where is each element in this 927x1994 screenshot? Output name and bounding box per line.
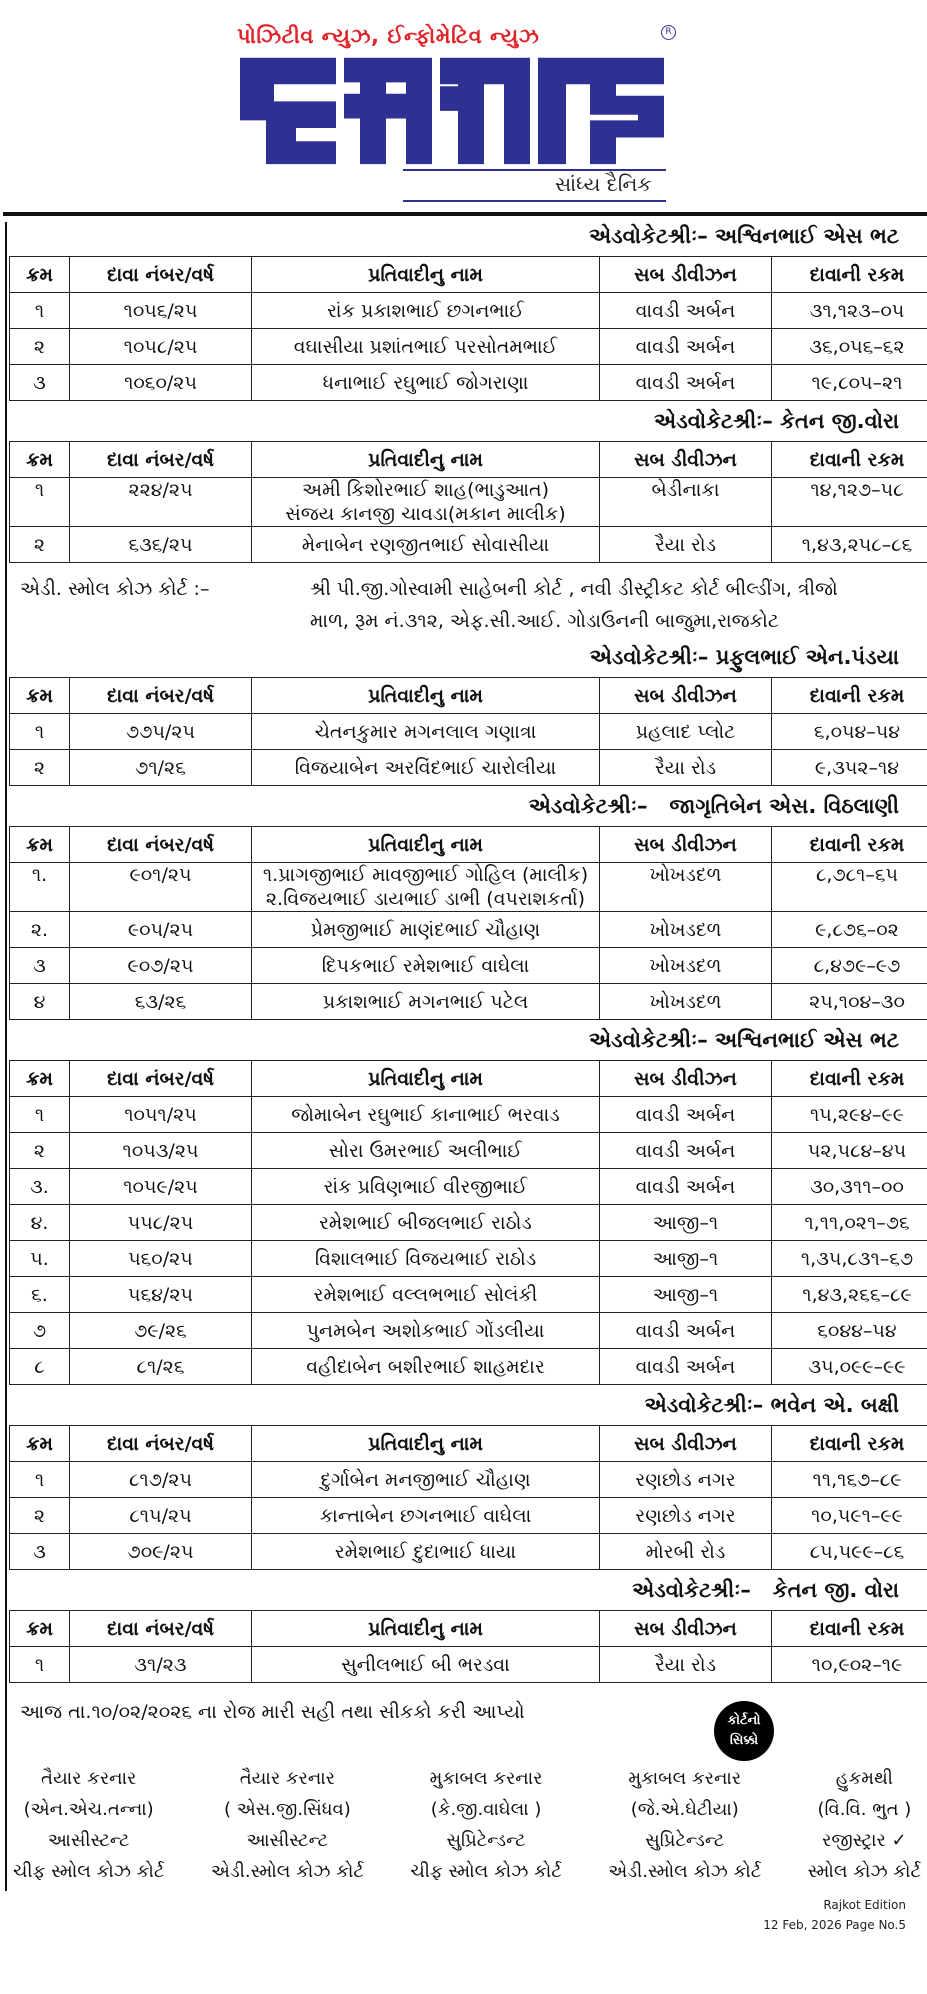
cell-division: આજી–૧	[600, 1241, 772, 1277]
cell-no: ૮	[10, 1349, 70, 1385]
cell-amount: ૩૧,૧૨૩–૦૫	[772, 293, 927, 329]
signatory-role: તૈયાર કરનાર	[41, 1768, 137, 1789]
cell-name: વહીદાબેન બશીરભાઈ શાહમદાર	[252, 1349, 600, 1385]
signatory-title: સુપ્રિટેન્ડન્ટ	[446, 1830, 526, 1851]
table-row	[10, 1241, 927, 1277]
advocate-heading: એડવોકેટશ્રીઃ– અશ્વિનભાઈ એસ ભટ	[588, 224, 899, 248]
cell-case: ૧૦૫૩/૨૫	[70, 1133, 252, 1169]
column-header: પ્રતિવાદીનુ નામ	[252, 1426, 600, 1462]
masthead	[0, 0, 927, 212]
cell-case: ૧૦૫૯/૨૫	[70, 1169, 252, 1205]
column-header: દાવા નંબર/વર્ષ	[70, 1611, 252, 1647]
cell-no: ૩	[10, 365, 70, 401]
table-row	[10, 912, 927, 948]
table-row	[10, 1534, 927, 1570]
column-header: દાવાની રકમ	[772, 442, 927, 478]
registered-mark-icon: R	[661, 25, 676, 40]
edition-info	[0, 1895, 927, 1935]
cell-division: રણછોડ નગર	[600, 1498, 772, 1534]
column-header: દાવાની રકમ	[772, 827, 927, 863]
cell-name: સુનીલભાઈ બી ભરડવા	[252, 1647, 600, 1683]
claims-table	[9, 256, 927, 401]
cell-division: બેડીનાકા	[600, 478, 772, 527]
claims-table	[9, 826, 927, 1020]
cell-name: જોમાબેન રઘુભાઈ કાનાભાઈ ભરવાડ	[252, 1097, 600, 1133]
cell-name: સોરા ઉમરભાઈ અલીભાઈ	[252, 1133, 600, 1169]
claims-table	[9, 441, 927, 563]
table-row	[10, 329, 927, 365]
cell-no: ૨	[10, 527, 70, 563]
signatory-name: (એન.એચ.તન્ના)	[23, 1799, 154, 1820]
cell-no: ૨	[10, 329, 70, 365]
signatories	[7, 1763, 927, 1887]
court-label: એડી. સ્મોલ કોઝ કોર્ટ :–	[20, 578, 210, 600]
cell-name: વિજયાબેન અરવિંદભાઈ ચારોલીયા	[252, 750, 600, 786]
cell-amount: ૩૦,૩૧૧–૦૦	[772, 1169, 927, 1205]
cell-name: રાંક પ્રવિણભાઈ વીરજીભાઈ	[252, 1169, 600, 1205]
cell-division: ખોખડદળ	[600, 984, 772, 1020]
advocate-heading: એડવોકેટશ્રીઃ– કેતન જી. વોરા	[632, 1578, 899, 1602]
table-header-row	[10, 827, 927, 863]
cell-division: ખોખડદળ	[600, 948, 772, 984]
table-row	[10, 527, 927, 563]
cell-case: ૭૧/૨૬	[70, 750, 252, 786]
cell-name: રમેશભાઈ બીજલભાઈ રાઠોડ	[252, 1205, 600, 1241]
cell-division: આજી–૧	[600, 1277, 772, 1313]
signatory-name: (કે.જી.વાઘેલા )	[430, 1799, 542, 1820]
cell-name: રાંક પ્રકાશભાઈ છગનભાઈ	[252, 293, 600, 329]
cell-division: મોરબી રોડ	[600, 1534, 772, 1570]
signatory-name: (જે.એ.ઘેટીયા)	[630, 1799, 739, 1820]
cell-division: વાવડી અર્બન	[600, 1133, 772, 1169]
advocate-heading: એડવોકેટશ્રીઃ– કેતન જી.વોરા	[654, 409, 899, 433]
cell-case: ૫૬૪/૨૫	[70, 1277, 252, 1313]
cell-amount: ૧૧,૧૬૭–૮૯	[772, 1462, 927, 1498]
cell-division: આજી–૧	[600, 1205, 772, 1241]
cell-amount: ૯,૮૭૬–૦૨	[772, 912, 927, 948]
signatory-title: રજીસ્ટ્રાર ✓	[822, 1830, 907, 1851]
defendant-name-line1: ૧.પ્રાગજીભાઈ માવજીભાઈ ગોહિલ (માલીક)	[262, 864, 589, 886]
column-header: સબ ડીવીઝન	[600, 1426, 772, 1462]
cell-case: ૮૧૭/૨૫	[70, 1462, 252, 1498]
cell-division: ખોખડદળ	[600, 912, 772, 948]
logo-rule-top	[403, 169, 666, 171]
column-header: સબ ડીવીઝન	[600, 678, 772, 714]
column-header: સબ ડીવીઝન	[600, 1611, 772, 1647]
cell-amount: ૧૦,૫૯૧–૯૯	[772, 1498, 927, 1534]
page-top-rule	[3, 212, 927, 216]
cell-name	[252, 478, 600, 527]
cell-name: દિપકભાઈ રમેશભાઈ વાઘેલા	[252, 948, 600, 984]
cell-name: ચેતનકુમાર મગનલાલ ગણાત્રા	[252, 714, 600, 750]
cell-case: ૭૯/૨૬	[70, 1313, 252, 1349]
defendant-name-line2: સંજય કાનજી ચાવડા(મકાન માલીક)	[285, 503, 566, 525]
cell-case: ૮૧/૨૬	[70, 1349, 252, 1385]
cell-division: વાવડી અર્બન	[600, 1169, 772, 1205]
cell-name: પ્રકાશભાઈ મગનભાઈ પટેલ	[252, 984, 600, 1020]
cell-case: ૩૧/૨૩	[70, 1647, 252, 1683]
cell-no: ૨	[10, 750, 70, 786]
advocate-heading: એડવોકેટશ્રીઃ– ભવેન એ. બક્ષી	[644, 1393, 899, 1417]
notice-frame	[5, 222, 927, 1891]
cell-no: ૨	[10, 1133, 70, 1169]
table-header-row	[10, 1611, 927, 1647]
cell-case: ૮૧૫/૨૫	[70, 1498, 252, 1534]
signatory-block	[608, 1763, 761, 1887]
signatory-block	[13, 1763, 164, 1887]
cell-case: ૭૦૯/૨૫	[70, 1534, 252, 1570]
signatory-block	[410, 1763, 561, 1887]
cell-division: ખોખડદળ	[600, 863, 772, 912]
column-header: પ્રતિવાદીનુ નામ	[252, 678, 600, 714]
column-header: દાવા નંબર/વર્ષ	[70, 827, 252, 863]
cell-name	[252, 863, 600, 912]
cell-amount: ૯,૩૫૨–૧૪	[772, 750, 927, 786]
table-row	[10, 863, 927, 912]
cell-no: ૧	[10, 293, 70, 329]
column-header: ક્રમ	[10, 1611, 70, 1647]
column-header: સબ ડીવીઝન	[600, 442, 772, 478]
signatory-title: આસીસ્ટન્ટ	[246, 1830, 329, 1851]
column-header: ક્રમ	[10, 257, 70, 293]
signatory-court: ચીફ સ્મોલ કોઝ કોર્ટ	[410, 1861, 562, 1882]
table-row	[10, 714, 927, 750]
cell-name: ધનાભાઈ રઘુભાઈ જોગરાણા	[252, 365, 600, 401]
table-row	[10, 1313, 927, 1349]
cell-case: ૧૦૫૬/૨૫	[70, 293, 252, 329]
cell-no: ૩	[10, 1534, 70, 1570]
signatory-block	[808, 1763, 921, 1887]
cell-division: રણછોડ નગર	[600, 1462, 772, 1498]
cell-no: ૩	[10, 948, 70, 984]
cell-name: દુર્ગાબેન મનજીભાઈ ચૌહાણ	[252, 1462, 600, 1498]
date-page-label: 12 Feb, 2026 Page No.5	[763, 1918, 906, 1932]
cell-no: ૭	[10, 1313, 70, 1349]
cell-amount: ૧,૪૩,૨૬૬–૮૯	[772, 1277, 927, 1313]
cell-case: ૬૩/૨૬	[70, 984, 252, 1020]
signatory-role: મુકાબલ કરનાર	[429, 1768, 543, 1789]
signatory-name: ( એસ.જી.સિંધવ)	[223, 1799, 351, 1820]
cell-amount: ૮,૪૭૯–૯૭	[772, 948, 927, 984]
signatory-role: તૈયાર કરનાર	[239, 1768, 335, 1789]
column-header: ક્રમ	[10, 827, 70, 863]
column-header: દાવાની રકમ	[772, 678, 927, 714]
table-row	[10, 1133, 927, 1169]
cell-case: ૧૦૫૧/૨૫	[70, 1097, 252, 1133]
cell-case: ૭૭૫/૨૫	[70, 714, 252, 750]
cell-amount: ૧૦,૯૦૨–૧૯	[772, 1647, 927, 1683]
cell-name: પુનમબેન અશોકભાઈ ગોંડલીયા	[252, 1313, 600, 1349]
column-header: પ્રતિવાદીનુ નામ	[252, 442, 600, 478]
edition-label: Rajkot Edition	[823, 1898, 906, 1912]
logo-rule-bottom	[403, 200, 666, 202]
masthead-tagline: પોઝિટીવ ન્યુઝ, ઈન્ફોમેટિવ ન્યુઝ	[237, 24, 540, 48]
court-address	[310, 573, 927, 637]
column-header: ક્રમ	[10, 678, 70, 714]
signatory-title: આસીસ્ટન્ટ	[47, 1830, 130, 1851]
cell-amount: ૧,૩૫,૮૩૧–૬૭	[772, 1241, 927, 1277]
cell-name: રમેશભાઈ વલ્લભભાઈ સોલંકી	[252, 1277, 600, 1313]
signatory-court: એડી.સ્મોલ કોઝ કોર્ટ	[608, 1861, 762, 1882]
cell-no: ૪	[10, 984, 70, 1020]
column-header: દાવાની રકમ	[772, 257, 927, 293]
table-row	[10, 1205, 927, 1241]
cell-amount: ૧,૪૩,૨૫૮–૮૬	[772, 527, 927, 563]
cell-division: રૈયા રોડ	[600, 527, 772, 563]
cell-amount: ૬૦૪૪–૫૪	[772, 1313, 927, 1349]
cell-no: ૧	[10, 1647, 70, 1683]
column-header: દાવાની રકમ	[772, 1611, 927, 1647]
notice-sections-group-a	[7, 222, 927, 563]
column-header: દાવાની રકમ	[772, 1426, 927, 1462]
column-header: દાવા નંબર/વર્ષ	[70, 442, 252, 478]
table-header-row	[10, 678, 927, 714]
column-header: સબ ડીવીઝન	[600, 1061, 772, 1097]
defendant-name-line1: અમી કિશોરભાઈ શાહ(ભાડુઆત)	[301, 479, 550, 501]
column-header: દાવા નંબર/વર્ષ	[70, 1426, 252, 1462]
cell-division: વાવડી અર્બન	[600, 1097, 772, 1133]
table-row	[10, 750, 927, 786]
signatory-court: સ્મોલ કોઝ કોર્ટ	[807, 1861, 921, 1882]
cell-name: વિશાલભાઈ વિજયભાઈ રાઠોડ	[252, 1241, 600, 1277]
claims-table	[9, 677, 927, 786]
cell-case: ૯૦૫/૨૫	[70, 912, 252, 948]
table-row	[10, 478, 927, 527]
column-header: ક્રમ	[10, 1426, 70, 1462]
cell-case: ૨૨૪/૨૫	[70, 478, 252, 527]
cell-no: ૧	[10, 1097, 70, 1133]
signatory-title: સુપ્રિટેન્ડન્ટ	[645, 1830, 725, 1851]
cell-name: મેનાબેન રણજીતભાઈ સોવાસીયા	[252, 527, 600, 563]
seal-line1: કોર્ટનો	[727, 1713, 761, 1728]
masthead-subtitle: સાંધ્ય દૈનિક	[555, 172, 652, 196]
cell-no: ૨	[10, 1498, 70, 1534]
cell-no: ૫.	[10, 1241, 70, 1277]
cell-division: વાવડી અર્બન	[600, 293, 772, 329]
table-header-row	[10, 442, 927, 478]
notice-sections-group-b	[7, 643, 927, 1683]
cell-no: ૩.	[10, 1169, 70, 1205]
table-row	[10, 1277, 927, 1313]
table-header-row	[10, 1426, 927, 1462]
defendant-name-line2: ૨.વિજયભાઈ ડાયભાઈ ડાભી (વપરાશકર્તા)	[265, 888, 586, 910]
newspaper-logo	[236, 52, 666, 166]
claims-table	[9, 1610, 927, 1683]
column-header: ક્રમ	[10, 442, 70, 478]
column-header: પ્રતિવાદીનુ નામ	[252, 827, 600, 863]
table-row	[10, 1462, 927, 1498]
table-row	[10, 1647, 927, 1683]
signatory-block	[211, 1763, 364, 1887]
court-info	[7, 573, 927, 637]
signatory-role: હુકમથી	[835, 1768, 893, 1789]
column-header: સબ ડીવીઝન	[600, 827, 772, 863]
cell-name: વઘાસીયા પ્રશાંતભાઈ પરસોતમભાઈ	[252, 329, 600, 365]
cell-no: ૧	[10, 1462, 70, 1498]
cell-case: ૧૦૫૮/૨૫	[70, 329, 252, 365]
table-row	[10, 1349, 927, 1385]
column-header: ક્રમ	[10, 1061, 70, 1097]
table-row	[10, 1169, 927, 1205]
cell-case: ૫૬૦/૨૫	[70, 1241, 252, 1277]
cell-case: ૧૦૬૦/૨૫	[70, 365, 252, 401]
column-header: પ્રતિવાદીનુ નામ	[252, 1061, 600, 1097]
cell-amount: ૫૨,૫૮૪–૪૫	[772, 1133, 927, 1169]
table-row	[10, 1498, 927, 1534]
table-row	[10, 1097, 927, 1133]
claims-table	[9, 1425, 927, 1570]
table-header-row	[10, 257, 927, 293]
statement-row	[7, 1693, 927, 1763]
column-header: પ્રતિવાદીનુ નામ	[252, 257, 600, 293]
column-header: દાવા નંબર/વર્ષ	[70, 257, 252, 293]
signature-statement: આજ તા.૧૦/૦૨/૨૦૨૬ ના રોજ મારી સહી તથા સીકકો કરી આપ્યો	[20, 1701, 525, 1723]
cell-division: વાવડી અર્બન	[600, 329, 772, 365]
column-header: સબ ડીવીઝન	[600, 257, 772, 293]
cell-division: વાવડી અર્બન	[600, 365, 772, 401]
cell-name: રમેશભાઈ દુદાભાઈ ધાયા	[252, 1534, 600, 1570]
advocate-heading: એડવોકેટશ્રીઃ– અશ્વિનભાઈ એસ ભટ	[588, 1028, 899, 1052]
cell-amount: ૩૫,૦૯૯–૯૯	[772, 1349, 927, 1385]
cell-no: ૧	[10, 478, 70, 527]
cell-no: ૨.	[10, 912, 70, 948]
table-header-row	[10, 1061, 927, 1097]
signatory-name: (વિ.વિ. ભુત )	[817, 1799, 912, 1820]
cell-amount: ૨૫,૧૦૪–૩૦	[772, 984, 927, 1020]
cell-amount: ૩૬,૦૫૬–૬૨	[772, 329, 927, 365]
cell-case: ૫૫૮/૨૫	[70, 1205, 252, 1241]
table-row	[10, 984, 927, 1020]
court-seal-icon	[714, 1701, 774, 1761]
advocate-heading: એડવોકેટશ્રીઃ– પ્રફુલભાઈ એન.પંડયા	[589, 645, 899, 669]
cell-no: ૪.	[10, 1205, 70, 1241]
cell-no: ૬.	[10, 1277, 70, 1313]
cell-name: પ્રેમજીભાઈ માણંદભાઈ ચૌહાણ	[252, 912, 600, 948]
advocate-heading: એડવોકેટશ્રીઃ– જાગૃતિબેન એસ. વિઠલાણી	[528, 794, 899, 818]
cell-amount: ૧૪,૧૨૭–૫૮	[772, 478, 927, 527]
cell-case: ૬૩૬/૨૫	[70, 527, 252, 563]
cell-division: રૈયા રોડ	[600, 1647, 772, 1683]
seal-line2: સિક્કો	[729, 1733, 759, 1748]
cell-amount: ૮,૭૮૧–૬૫	[772, 863, 927, 912]
signatory-court: ચીફ સ્મોલ કોઝ કોર્ટ	[13, 1861, 165, 1882]
table-row	[10, 365, 927, 401]
cell-amount: ૬,૦૫૪–૫૪	[772, 714, 927, 750]
column-header: દાવાની રકમ	[772, 1061, 927, 1097]
cell-division: પ્રહલાદ પ્લોટ	[600, 714, 772, 750]
cell-division: રૈયા રોડ	[600, 750, 772, 786]
cell-amount: ૧૫,૨૯૪–૯૯	[772, 1097, 927, 1133]
cell-division: વાવડી અર્બન	[600, 1349, 772, 1385]
column-header: દાવા નંબર/વર્ષ	[70, 1061, 252, 1097]
cell-name: કાન્તાબેન છગનભાઈ વાઘેલા	[252, 1498, 600, 1534]
table-row	[10, 948, 927, 984]
cell-case: ૯૦૧/૨૫	[70, 863, 252, 912]
cell-no: ૧.	[10, 863, 70, 912]
signatory-court: એડી.સ્મોલ કોઝ કોર્ટ	[210, 1861, 364, 1882]
cell-amount: ૧,૧૧,૦૨૧–૭૬	[772, 1205, 927, 1241]
cell-amount: ૧૯,૮૦૫–૨૧	[772, 365, 927, 401]
cell-case: ૯૦૭/૨૫	[70, 948, 252, 984]
claims-table	[9, 1060, 927, 1385]
column-header: દાવા નંબર/વર્ષ	[70, 678, 252, 714]
column-header: પ્રતિવાદીનુ નામ	[252, 1611, 600, 1647]
cell-no: ૧	[10, 714, 70, 750]
cell-amount: ૮૫,૫૯૯–૮૬	[772, 1534, 927, 1570]
table-row	[10, 293, 927, 329]
signatory-role: મુકાબલ કરનાર	[628, 1768, 742, 1789]
cell-division: વાવડી અર્બન	[600, 1313, 772, 1349]
court-address-line1: શ્રી પી.જી.ગોસ્વામી સાહેબની કોર્ટ , નવી ડીસ્ટ્રીકટ કોર્ટ બીલ્ડીંગ, ત્રીજો	[310, 578, 838, 600]
court-address-line2: માળ, રૂમ નં.૩૧૨, એફ.સી.આઈ. ગોડાઉનની બાજુમા,રાજકોટ	[310, 610, 779, 632]
